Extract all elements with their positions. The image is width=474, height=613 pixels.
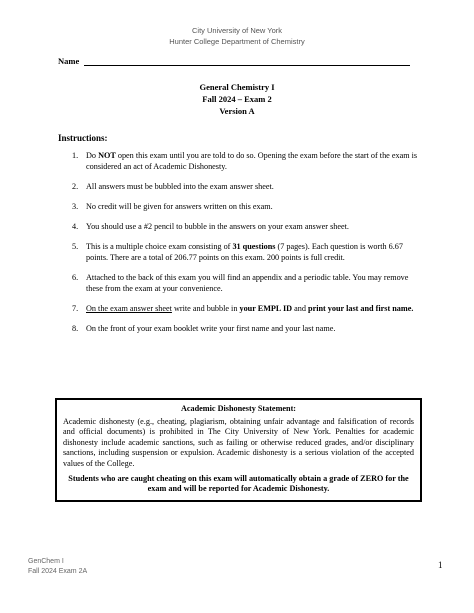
instruction-text: open this exam until you are told to do so. Opening the exam before the start of the exam is considered an act of Academic Dishonesty. [86,151,418,171]
instruction-item [72,221,420,232]
instruction-item [72,241,420,263]
instruction-item [72,272,420,294]
instruction-text: Attached to the back of this exam you will find an appendix and a periodic table. You may remove these from the exam at your convenience. [86,273,409,293]
instruction-text: You should use a #2 pencil to bubble in the answers on your exam answer sheet. [86,222,349,231]
instruction-number: 8. [72,324,79,333]
instruction-number: 4. [72,222,79,231]
footer-exam: Fall 2024 Exam 2A [28,568,88,575]
statement-warning: Students who are caught cheating on this exam will automatically obtain a grade of ZERO for the exam and will be reported for Academic Dishonesty. [68,473,409,494]
instruction-emphasis: your EMPL ID [239,304,293,313]
university-header: City University of New York [191,26,283,35]
instruction-item [72,181,420,192]
page-number: 1 [438,560,443,570]
instruction-text: No credit will be given for answers written on this exam. [86,202,273,211]
instructions-heading: Instructions: [58,133,108,143]
exam-version: Version A [219,106,255,116]
instructions-list [72,150,420,343]
instruction-number: 6. [72,273,79,282]
instruction-emphasis: print your last and first name. [308,304,414,313]
footer-course: GenChem I [28,558,64,565]
instruction-text: This is a multiple choice exam consisting of [86,242,233,251]
statement-body: Academic dishonesty (e.g., cheating, plagiarism, obtaining unfair advantage and falsification of records and official documents) is prohibited in The City University of New York. Penalties for academic dishonesty include academic sanctions, such as failing or otherwise reduced grades, and/or disciplinary sanctions, including suspension or expulsion. Academic dishonesty is a serious violation of the accepted values of the College. [63,416,414,468]
instruction-underlined: On the exam answer sheet [86,304,172,313]
name-label: Name [58,56,80,66]
instruction-number: 7. [72,304,79,313]
instruction-text: and [292,304,309,313]
instruction-emphasis: NOT [98,151,116,160]
instruction-item [72,303,420,314]
statement-title: Academic Dishonesty Statement: [180,404,297,413]
name-underline [84,65,410,66]
instruction-text: (7 pages). Each question is worth 6.67 points. There are a total of 206.77 points on this exam. 200 points is full credit. [86,242,403,262]
course-title: General Chemistry I [199,82,275,92]
department-header: Hunter College Department of Chemistry [169,37,305,46]
academic-dishonesty-box [55,398,422,502]
instruction-item [72,323,420,334]
instruction-text: write and bubble in [171,304,240,313]
instruction-item [72,201,420,212]
instruction-item [72,150,420,172]
instruction-number: 1. [72,151,79,160]
instruction-number: 3. [72,202,79,211]
instruction-number: 2. [72,182,79,191]
instruction-text: Do [86,151,99,160]
instruction-emphasis: 31 questions [232,242,276,251]
instruction-text: On the front of your exam booklet write your first name and your last name. [86,324,336,333]
instruction-number: 5. [72,242,79,251]
instruction-text: All answers must be bubbled into the exam answer sheet. [86,182,274,191]
exam-title: Fall 2024 – Exam 2 [202,94,272,104]
